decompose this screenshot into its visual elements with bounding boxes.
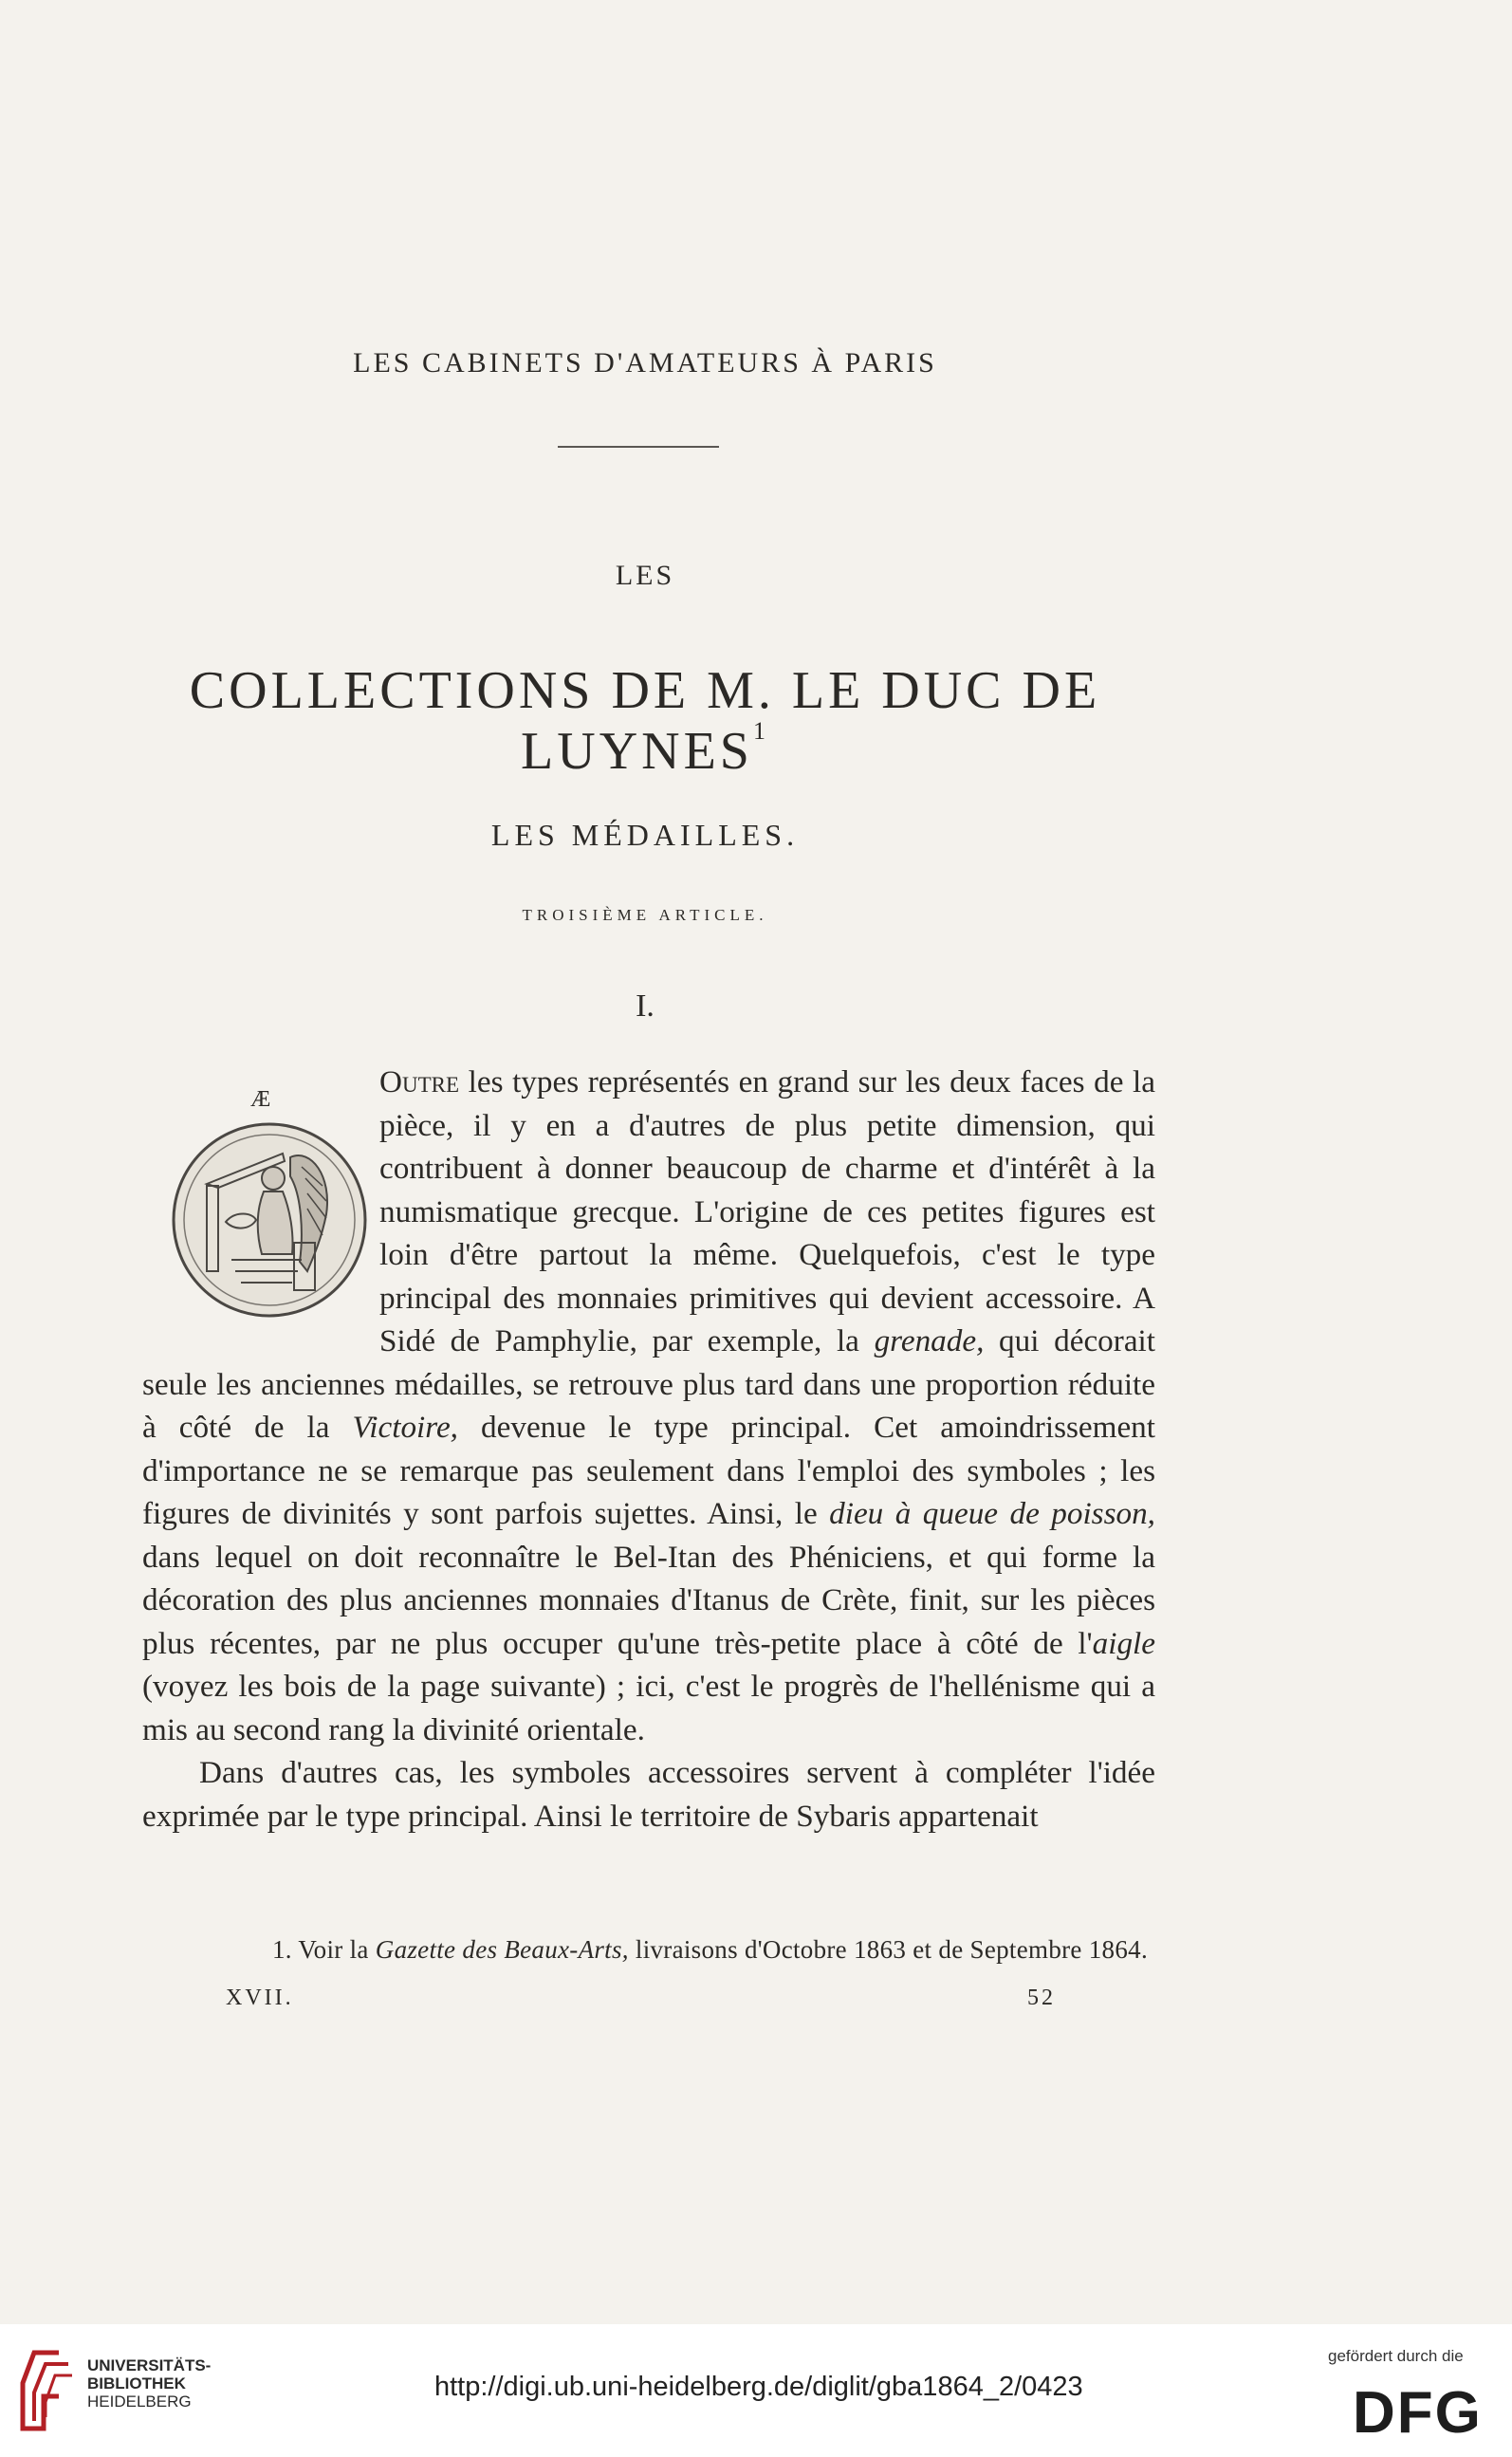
italic-term: aigle <box>1092 1625 1155 1661</box>
text-run: qui décorait seule les anciennes médailles, se retrouve plus tard dans une proportion réduite à côté de la <box>142 1323 1155 1445</box>
body-text <box>142 1061 1155 1838</box>
paragraph: Dans d'autres cas, les symboles accessoires servent à compléter l'idée exprimée par le type principal. Ainsi le territoire de Sybaris appartenait <box>142 1755 1155 1834</box>
paragraph <box>142 1061 1155 1751</box>
page-subtitle: LES MÉDAILLES. <box>490 818 800 852</box>
italic-term: grenade, <box>874 1323 985 1358</box>
library-name-line: UNIVERSITÄTS- <box>87 2356 212 2374</box>
page-title-text: COLLECTIONS DE M. LE DUC DE LUYNES <box>189 661 1101 781</box>
footnote-text: 1. Voir la <box>271 1935 376 1964</box>
library-logo-icon <box>15 2345 78 2436</box>
text-run: devenue le type principal. Cet amoindrissement d'importance ne se remarque pas seulement dans l'emploi des symboles ; les figures de divinités y sont parfois sujettes. Ainsi, le <box>142 1410 1155 1531</box>
sheet-signature: 52 <box>1027 1986 1056 2010</box>
footnote-journal: Gazette des Beaux-Arts, <box>375 1935 629 1964</box>
sponsor-label: gefördert durch die <box>1328 2347 1464 2365</box>
library-name-line: HEIDELBERG <box>87 2392 192 2411</box>
permalink[interactable]: http://digi.ub.uni-heidelberg.de/diglit/gba1864_2/0423 <box>434 2372 1083 2402</box>
section-number: I. <box>636 988 655 1024</box>
footnote <box>142 1935 1148 1965</box>
dfg-logo: DFG <box>1353 2380 1483 2446</box>
running-head: LES CABINETS D'AMATEURS À PARIS <box>353 347 937 379</box>
title-rule <box>558 446 719 448</box>
library-name <box>87 2356 211 2411</box>
article-label: TROISIÈME ARTICLE. <box>522 906 768 924</box>
italic-term: dieu à queue de poisson, <box>829 1496 1155 1531</box>
text-run: (voyez les bois de la page suivante) ; ici, c'est le progrès de l'hellénisme qui a mis au second rang la divinité orientale. <box>142 1669 1155 1747</box>
text-run: dans lequel on doit reconnaître le Bel-Itan des Phéniciens, et qui forme la décoration des plus anciennes monnaies d'Itanus de Crète, finit, sur les pièces plus récentes, par ne plus occuper qu'une très-petite place à côté de l' <box>142 1539 1155 1661</box>
drop-word: Outre <box>379 1064 460 1099</box>
title-footnote-marker: 1 <box>752 717 769 745</box>
library-name-line: BIBLIOTHEK <box>87 2374 186 2392</box>
illustration-space <box>142 1061 379 1321</box>
italic-term: Victoire, <box>352 1410 458 1445</box>
coin-metal-mark: Æ <box>250 1087 271 1112</box>
page-title <box>142 660 1148 782</box>
viewer-footer <box>0 2324 1512 2457</box>
footnote-text: livraisons d'Octobre 1863 et de Septembre 1864. <box>628 1935 1148 1964</box>
text-run: les types représentés en grand sur les deux faces de la pièce, il y en a d'autres de plus petite dimension, qui contribuent à donner beaucoup de charme et d'intérêt à la numismatique grecque. L'origine de ces petites figures est loin d'être partout la même. Quelquefois, c'est le type principal des monnaies primitives qui devient accessoire. A Sidé de Pamphylie, par exemple, la <box>379 1064 1155 1358</box>
volume-signature: XVII. <box>226 1986 294 2010</box>
title-pretitle: LES <box>615 560 675 591</box>
